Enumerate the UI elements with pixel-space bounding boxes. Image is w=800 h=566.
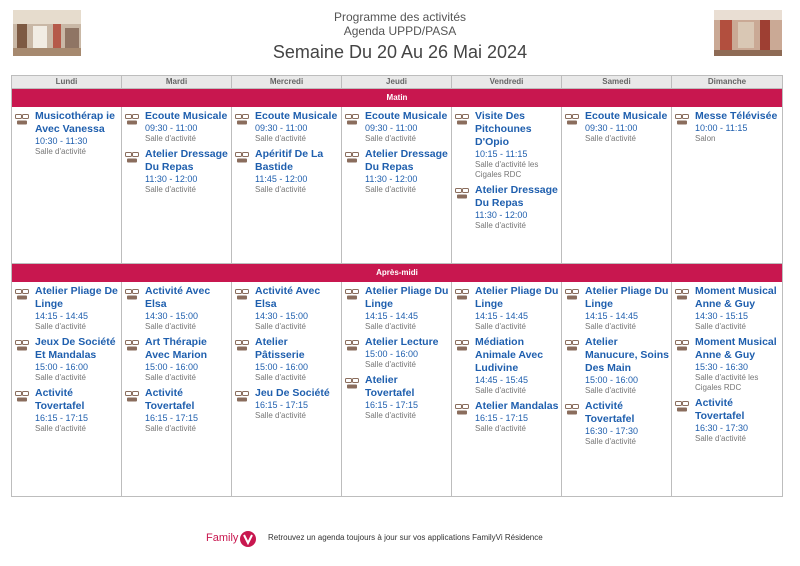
activity-entry[interactable] — [345, 285, 449, 332]
activity-entry[interactable] — [125, 285, 229, 332]
activity-icon — [455, 338, 469, 349]
activity-icon — [125, 338, 139, 349]
activity-entry[interactable] — [125, 387, 229, 434]
activity-location: Salle d'activité — [145, 134, 196, 143]
day-header: Samedi — [562, 76, 672, 88]
day-header-row — [12, 76, 782, 89]
activity-location: Salle d'activité — [365, 322, 416, 331]
activity-title: Atelier Manucure, Soins Des Main — [585, 336, 670, 374]
activity-title: Médiation Animale Avec Ludivine — [475, 336, 544, 374]
activity-icon — [345, 150, 359, 161]
activity-location: Salle d'activité — [475, 221, 526, 230]
activity-time: 14:15 - 14:45 — [35, 311, 89, 321]
activity-location: Salle d'activité — [145, 373, 196, 382]
activity-location: Salle d'activité — [475, 322, 526, 331]
activity-entry[interactable] — [15, 336, 119, 383]
activity-icon — [345, 376, 359, 387]
activity-location: Salle d'activité les Cigales RDC — [695, 373, 759, 392]
activity-icon — [125, 150, 139, 161]
activity-location: Salle d'activité — [695, 322, 746, 331]
activity-entry[interactable] — [455, 285, 559, 332]
section-band-matin: Matin — [12, 89, 782, 107]
activity-title: Art Thérapie Avec Marion — [145, 336, 208, 361]
activity-title: Jeux De Société Et Mandalas — [35, 336, 116, 361]
activity-time: 14:30 - 15:15 — [695, 311, 749, 321]
day-cell — [232, 282, 342, 496]
activity-entry[interactable] — [455, 336, 559, 396]
activity-time: 16:30 - 17:30 — [585, 426, 639, 436]
activity-location: Salle d'activité — [585, 134, 636, 143]
activity-time: 16:30 - 17:30 — [695, 423, 749, 433]
activity-location: Salle d'activité — [365, 185, 416, 194]
day-header: Jeudi — [342, 76, 452, 88]
day-cell — [232, 107, 342, 263]
activity-icon — [345, 338, 359, 349]
activity-entry[interactable] — [235, 285, 339, 332]
activity-location: Salle d'activité — [475, 386, 526, 395]
apres-midi-row — [12, 282, 782, 496]
activity-entry[interactable] — [235, 387, 339, 421]
activity-entry[interactable] — [125, 336, 229, 383]
activity-time: 10:00 - 11:15 — [695, 123, 748, 133]
page-header — [120, 10, 680, 64]
activity-time: 14:15 - 14:45 — [365, 311, 419, 321]
activity-title: Activité Tovertafel — [145, 387, 195, 412]
day-header: Dimanche — [707, 77, 747, 86]
day-cell — [452, 282, 562, 496]
activity-icon — [15, 338, 29, 349]
activity-entry[interactable] — [125, 148, 229, 195]
activity-title: Moment Musical Anne & Guy — [695, 285, 777, 310]
activity-icon — [345, 287, 359, 298]
activity-icon — [455, 287, 469, 298]
activity-entry[interactable] — [235, 336, 339, 383]
activity-time: 11:45 - 12:00 — [255, 174, 308, 184]
activity-icon — [15, 389, 29, 400]
activity-icon — [235, 150, 249, 161]
activity-title: Activité Tovertafel — [695, 397, 745, 422]
activity-location: Salle d'activité — [585, 437, 636, 446]
activity-title: Musicothérap ie Avec Vanessa — [35, 110, 115, 135]
activity-entry[interactable] — [15, 110, 119, 157]
activity-icon — [15, 287, 29, 298]
activity-location: Salle d'activité les Cigales RDC — [475, 160, 539, 179]
activity-location: Salle d'activité — [255, 185, 306, 194]
activity-icon — [235, 389, 249, 400]
activity-title: Moment Musical Anne & Guy — [695, 336, 777, 361]
activity-title: Atelier Pliage Du Linge — [365, 285, 449, 310]
activity-entry[interactable] — [565, 400, 669, 447]
activity-icon — [15, 112, 29, 123]
activity-title: Atelier Pliage De Linge — [35, 285, 118, 310]
activity-title: Atelier Mandalas — [475, 400, 559, 412]
activity-entry[interactable] — [345, 148, 449, 195]
activity-time: 14:30 - 15:00 — [255, 311, 309, 321]
activity-time: 15:00 - 16:00 — [255, 362, 309, 372]
day-cell — [122, 282, 232, 496]
activity-icon — [565, 112, 579, 123]
activity-title: Atelier Dressage Du Repas — [145, 148, 228, 173]
activity-icon — [675, 287, 689, 298]
activity-icon — [675, 112, 689, 123]
activity-title: Activité Avec Elsa — [145, 285, 211, 310]
activity-icon — [565, 287, 579, 298]
activity-time: 11:30 - 12:00 — [475, 210, 528, 220]
matin-row — [12, 107, 782, 264]
activity-icon — [675, 399, 689, 410]
footer-tagline: Retrouvez un agenda toujours à jour sur vos applications FamilyVi Résidence — [268, 533, 543, 542]
activity-location: Salle d'activité — [475, 424, 526, 433]
activity-entry[interactable] — [15, 285, 119, 332]
activity-title: Atelier Dressage Du Repas — [365, 148, 448, 173]
day-header: Lundi — [12, 76, 122, 88]
activity-icon — [235, 338, 249, 349]
familyvi-logo-icon — [237, 530, 259, 553]
activity-location: Salle d'activité — [365, 360, 416, 369]
activity-title: Jeu De Société — [255, 387, 330, 399]
activity-entry[interactable] — [675, 110, 780, 144]
header-subtitle: Agenda UPPD/PASA — [343, 24, 457, 38]
activity-icon — [125, 389, 139, 400]
activity-icon — [675, 338, 689, 349]
day-header: Mercredi — [232, 76, 342, 88]
day-cell — [122, 107, 232, 263]
activity-location: Salle d'activité — [695, 434, 746, 443]
activity-title: Ecoute Musicale — [585, 110, 668, 122]
activity-location: Salle d'activité — [145, 185, 196, 194]
activity-time: 15:00 - 16:00 — [145, 362, 199, 372]
activity-title: Atelier Dressage Du Repas — [475, 184, 558, 209]
activity-icon — [455, 402, 469, 413]
activity-entry[interactable] — [235, 110, 339, 144]
residence-photo-left — [13, 10, 81, 56]
day-cell — [452, 107, 562, 263]
activity-time: 15:00 - 16:00 — [585, 375, 639, 385]
activity-entry[interactable] — [235, 148, 339, 195]
day-cell — [562, 107, 672, 263]
activity-location: Salle d'activité — [145, 322, 196, 331]
section-band-apres-midi: Après-midi — [12, 264, 782, 282]
activity-title: Visite Des Pitchounes D'Opio — [475, 110, 532, 148]
activity-location: Salle d'activité — [35, 424, 86, 433]
activity-title: Activité Tovertafel — [35, 387, 85, 412]
activity-entry[interactable] — [455, 110, 559, 180]
day-cell — [672, 107, 782, 263]
activity-time: 16:15 - 17:15 — [365, 400, 419, 410]
activity-title: Ecoute Musicale — [255, 110, 338, 122]
activity-icon — [235, 112, 249, 123]
activity-title: Messe Télévisée — [695, 110, 778, 122]
activity-time: 11:30 - 12:00 — [145, 174, 198, 184]
activity-entry[interactable] — [675, 336, 780, 393]
activity-icon — [565, 402, 579, 413]
activity-time: 09:30 - 11:00 — [255, 123, 308, 133]
activity-location: Salle d'activité — [255, 322, 306, 331]
activity-title: Atelier Pâtisserie — [255, 336, 305, 361]
activity-location: Salle d'activité — [255, 134, 306, 143]
activity-entry[interactable] — [675, 285, 780, 332]
activity-entry[interactable] — [565, 285, 669, 332]
activity-time: 14:15 - 14:45 — [475, 311, 529, 321]
activity-icon — [125, 112, 139, 123]
activity-location: Salle d'activité — [255, 373, 306, 382]
activity-title: Atelier Pliage Du Linge — [475, 285, 559, 310]
activity-location: Salle d'activité — [145, 424, 196, 433]
activity-time: 15:30 - 16:30 — [695, 362, 749, 372]
activity-location: Salle d'activité — [35, 373, 86, 382]
activity-icon — [125, 287, 139, 298]
activity-entry[interactable] — [455, 400, 559, 434]
day-header: Mardi — [122, 76, 232, 88]
activity-title: Ecoute Musicale — [365, 110, 448, 122]
activity-location: Salle d'activité — [255, 411, 306, 420]
activity-time: 11:30 - 12:00 — [365, 174, 418, 184]
activity-time: 10:15 - 11:15 — [475, 149, 528, 159]
activity-icon — [565, 338, 579, 349]
day-cell — [342, 107, 452, 263]
activity-location: Salle d'activité — [365, 411, 416, 420]
activity-location: Salon — [695, 134, 716, 143]
page-footer — [0, 530, 800, 550]
activity-title: Activité Avec Elsa — [255, 285, 321, 310]
activity-time: 14:45 - 15:45 — [475, 375, 529, 385]
activity-entry[interactable] — [565, 336, 669, 396]
activity-title: Apéritif De La Bastide — [255, 148, 324, 173]
activity-entry[interactable] — [345, 110, 449, 144]
activity-time: 15:00 - 16:00 — [365, 349, 419, 359]
activity-time: 16:15 - 17:15 — [255, 400, 309, 410]
day-cell — [562, 282, 672, 496]
day-cell — [12, 282, 122, 496]
activity-entry[interactable] — [675, 397, 780, 444]
activity-title: Atelier Pliage Du Linge — [585, 285, 669, 310]
day-cell — [342, 282, 452, 496]
activity-title: Ecoute Musicale — [145, 110, 228, 122]
activity-location: Salle d'activité — [585, 322, 636, 331]
activity-entry[interactable] — [345, 374, 449, 421]
activity-entry[interactable] — [15, 387, 119, 434]
activity-time: 16:15 - 17:15 — [35, 413, 89, 423]
week-title: Semaine Du 20 Au 26 Mai 2024 — [272, 42, 528, 62]
activity-time: 16:15 - 17:15 — [475, 413, 529, 423]
activity-icon — [345, 112, 359, 123]
activity-icon — [455, 186, 469, 197]
day-cell — [12, 107, 122, 263]
activity-entry[interactable] — [345, 336, 449, 370]
activity-location: Salle d'activité — [365, 134, 416, 143]
activity-icon — [235, 287, 249, 298]
agenda-grid — [11, 75, 783, 497]
activity-entry[interactable] — [455, 184, 559, 231]
activity-title: Atelier Lecture — [365, 336, 439, 348]
day-cell — [672, 282, 782, 496]
activity-time: 14:30 - 15:00 — [145, 311, 199, 321]
activity-entry[interactable] — [565, 110, 669, 144]
activity-entry[interactable] — [125, 110, 229, 144]
activity-location: Salle d'activité — [35, 322, 86, 331]
familyvi-logo-text: Family — [206, 532, 239, 544]
activity-time: 09:30 - 11:00 — [365, 123, 418, 133]
activity-title: Atelier Tovertafel — [365, 374, 415, 399]
header-title: Programme des activités — [333, 10, 467, 24]
activity-time: 09:30 - 11:00 — [585, 123, 638, 133]
activity-time: 15:00 - 16:00 — [35, 362, 89, 372]
day-header: Vendredi — [452, 76, 562, 88]
activity-time: 10:30 - 11:30 — [35, 136, 88, 146]
activity-time: 16:15 - 17:15 — [145, 413, 199, 423]
activity-time: 09:30 - 11:00 — [145, 123, 198, 133]
activity-location: Salle d'activité — [585, 386, 636, 395]
activity-location: Salle d'activité — [35, 147, 86, 156]
activity-title: Activité Tovertafel — [585, 400, 635, 425]
residence-photo-right — [714, 10, 782, 56]
activity-time: 14:15 - 14:45 — [585, 311, 639, 321]
activity-icon — [455, 112, 469, 123]
